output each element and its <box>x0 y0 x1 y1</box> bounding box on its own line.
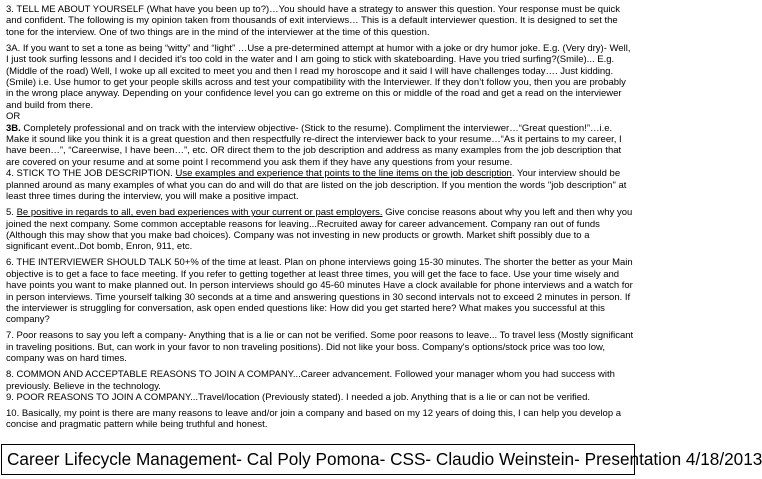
paragraph-3a: 3A. If you want to set a tone as being “witty” and “light” …Use a pre-determined attempt at humor with a joke or dry humor joke. E.g. (Very dry)- Well, I just took surfing lessons and I decided it’s too cold in the water and I am going to stick with skateboarding. Have you tried surfing?(Smile)... E.g. (Middle of the road) Well, I woke up all excited to meet you and then I read my horoscope and it said I will have challenges today…. Just kidding.(Smile) i.e. Use humor to get your people skills across and test your compatibility with the Interviewer. If they don’t follow you, then you are probably in the wrong place anyway. Depending on your confidence level you can go extreme on this or middle of the road and get a read on the interviewer and build from there. <box>6 42 631 111</box>
paragraph-9: 9. POOR REASONS TO JOIN A COMPANY...Travel/location (Previously stated). I needed a job. Anything that is a lie or can not be verified. <box>6 391 590 403</box>
paragraph-3b: 3B. Completely professional and on track with the interview objective- (Stick to the resume). Compliment the interviewer…“Great question!”…i.e. Make it sound like you think it is a great question and then respectfully re-direct the interviewer back to your resume…“As it pertains to my career, I have been…”, “Careerwise, I have been…”, etc. OR direct them to the job description and address as many examples from the job description that are covered on your resume and at some point I recommend you ask them if they have any questions from your resume. <box>6 122 622 168</box>
paragraph-or: OR <box>6 111 21 123</box>
paragraph-7: 7. Poor reasons to say you left a company- Anything that is a lie or can not be verified. Some poor reasons to leave... To travel less (Mostly significant in traveling positions. But, can work in your favor to non traveling positions). Did not like your boss. Company's options/stock price was too low, company was on hard times. <box>6 330 634 365</box>
footer-banner <box>1 444 762 475</box>
paragraph-3b-label: 3B. <box>6 122 21 134</box>
footer-text: Career Lifecycle Management- Cal Poly Pomona- CSS- Claudio Weinstein- Presentation 4/18/2013 <box>7 449 762 469</box>
document-body <box>6 4 634 435</box>
paragraph-10: 10. Basically, my point is there are many reasons to leave and/or join a company and based on my 12 years of doing this, I can help you develop a concise and pragmatic pattern while being truthful and honest. <box>6 407 622 431</box>
paragraph-5: 5. Be positive in regards to all, even bad experiences with your current or past employers. Give concise reasons about why you left and then why you joined the next company. Some common acceptable reasons for leaving...Recruited away for career advancement. Company ran out of funds (Although this may show that you make bad choices). Company was not investing in new products or growth. Market shift possibly due to a significant event..Dot bomb, Enron, 911, etc. <box>6 207 633 253</box>
paragraph-4: 4. STICK TO THE JOB DESCRIPTION. Use examples and experience that points to the line items on the job description. Your interview should be planned around as many examples of what you can do and will do that are listed on the job description. If you mention the words "job description" at least three times during the interview, you will make a positive impact. <box>6 168 627 203</box>
paragraph-3: 3. TELL ME ABOUT YOURSELF (What have you been up to?)…You should have a strategy to answer this question. Your response must be quick and confident. The following is my opinion taken from thousands of exit interviews… This is a default interviewer question. It is designed to set the tone for the interview. One of two things are in the mind of the interviewer at the time of this question. <box>6 4 620 38</box>
paragraph-4-underline: Use examples and experience that points to the line items on the job description <box>175 168 512 180</box>
paragraph-8: 8. COMMON AND ACCEPTABLE REASONS TO JOIN A COMPANY...Career advancement. Followed your manager whom you had success with previously. Believe in the technology. <box>6 369 615 392</box>
paragraph-5-underline: Be positive in regards to all, even bad experiences with your current or past employers. <box>16 207 383 219</box>
paragraph-6: 6. THE INTERVIEWER SHOULD TALK 50+% of the time at least. Plan on phone interviews going 15-30 minutes. The shorter the better as your Main objective is to get a face to face meeting. If you refer to getting together at least three times, you will get the face to face. Use your time wisely and have points you want to make planned out. In person interviews should go 45-60 minutes Have a clock available for phone interviews and a watch for in person interviews. Time yourself talking 30 seconds at a time and answering questions in 30 second intervals not to exceed 2 minutes in person. If the interviewer is struggling for conversation, ask open ended questions like: How did you get started here? What makes you successful at this company? <box>6 257 633 326</box>
